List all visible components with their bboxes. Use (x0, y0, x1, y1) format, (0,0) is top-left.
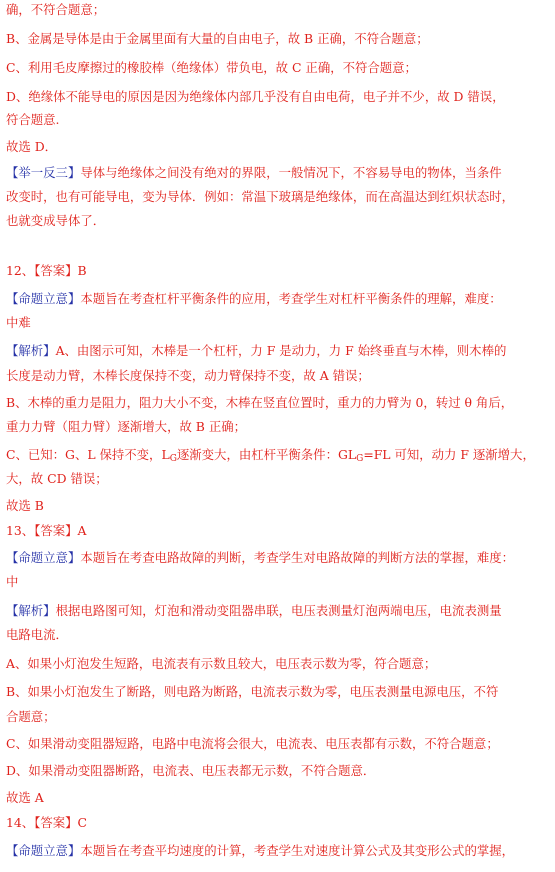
q13-option-a: A、如果小灯泡发生短路，电流表有示数且较大，电压表示数为零，符合题意； (6, 656, 437, 671)
q13-answer-line (6, 522, 545, 540)
q12-option-c-cont: 大，故 CD 错误； (6, 471, 108, 486)
q14-mtly-text: 本题旨在考查平均速度的计算，考查学生对速度计算公式及其变形公式的掌握， (80, 843, 515, 858)
q11-option-d: D、绝缘体不能导电的原因是因为绝缘体内部几乎没有自由电荷，电子并不少，故 D 错误， (6, 89, 505, 104)
q12-jx-line-2: 长度是动力臂，木棒长度保持不变，动力臂保持不变，故 A 错误； (6, 368, 370, 383)
q11-jyfs-line-3: 也就变成导体了． (6, 213, 106, 228)
q12-jx-tag: 【解析】 (6, 343, 56, 358)
q12-answer-tag: 【答案】 (34, 263, 78, 278)
q13-jx-tag: 【解析】 (6, 603, 56, 618)
q12-answer-line (6, 262, 545, 280)
q12-mtly-tag: 【命题立意】 (6, 291, 81, 306)
q13-option-b-cont: 合题意； (6, 709, 56, 724)
jyfs-tag: 【举一反三】 (6, 165, 81, 180)
q11-choose: 故选 D． (6, 139, 58, 154)
q13-option-b: B、如果小灯泡发生了断路，则电路为断路，电流表示数为零，电压表测量电源电压，不符 (6, 684, 499, 699)
q11-jyfs-line-2: 改变时，也有可能导电，变为导体．例如：常温下玻璃是绝缘体，而在高温达到红炽状态时， (6, 189, 515, 204)
q12-option-b: B、木棒的重力是阻力，阻力大小不变，木棒在竖直位置时，重力的力臂为 0，转过 θ 角后， (6, 395, 514, 410)
q14-number: 14、 (6, 815, 35, 830)
q12-jx-line (6, 342, 545, 360)
q11-option-b: B、金属是导体是由于金属里面有大量的自由电子，故 B 正确，不符合题意； (6, 31, 429, 46)
q12-option-c: C、已知：G、L 保持不变，$L_G$逐渐变大，由杠杆平衡条件：$GL_G=FL$ 可知，动力 F 逐渐增大， (6, 447, 535, 464)
q12-mtly-text: 本题旨在考查杠杆平衡条件的应用，考查学生对杠杆平衡条件的理解，难度： (80, 291, 502, 306)
q11-jyfs-line (6, 164, 545, 182)
q13-option-d: D、如果滑动变阻器断路，电流表、电压表都无示数，不符合题意． (6, 763, 376, 778)
q12-option-b-cont: 重力力臂（阻力臂）逐渐增大，故 B 正确； (6, 419, 247, 434)
q13-mtly-line (6, 549, 545, 567)
q12-mtly-line-2: 中难 (6, 315, 31, 330)
q14-mtly-line (6, 842, 545, 860)
q11-text-line: 确，不符合题意； (6, 2, 106, 17)
q13-number: 13、 (6, 523, 35, 538)
q11-option-c: C、利用毛皮摩擦过的橡胶棒（绝缘体）带负电，故 C 正确，不符合题意； (6, 60, 417, 75)
q12-jx-text: A、由图示可知，木棒是一个杠杆，力 F 是动力，力 F 始终垂直与木棒，则木棒的 (55, 343, 507, 358)
q12-answer: B (77, 263, 87, 278)
q13-jx-line-2: 电路电流． (6, 627, 68, 642)
q13-answer: A (77, 523, 87, 538)
q12-mtly-line (6, 290, 545, 308)
q13-choose: 故选 A (6, 790, 44, 805)
q14-answer: C (77, 815, 88, 830)
q11-option-d-cont: 符合题意. (6, 112, 60, 127)
q13-mtly-tag: 【命题立意】 (6, 550, 81, 565)
q12-choose: 故选 B (6, 498, 44, 513)
q13-mtly-text: 本题旨在考查电路故障的判断，考查学生对电路故障的判断方法的掌握，难度： (80, 550, 515, 565)
q13-jx-line (6, 602, 545, 620)
q14-answer-line (6, 814, 545, 832)
q13-option-c: C、如果滑动变阻器短路，电路中电流将会很大，电流表、电压表都有示数，不符合题意； (6, 736, 499, 751)
q14-mtly-tag: 【命题立意】 (6, 843, 81, 858)
q13-mtly-line-2: 中 (6, 574, 19, 589)
q13-jx-text: 根据电路图可知，灯泡和滑动变阻器串联，电压表测量灯泡两端电压，电流表测量 (55, 603, 502, 618)
q12-number: 12、 (6, 263, 35, 278)
jyfs-text: 导体与绝缘体之间没有绝对的界限，一般情况下，不容易导电的物体，当条件 (80, 165, 502, 180)
q14-answer-tag: 【答案】 (34, 815, 78, 830)
q13-answer-tag: 【答案】 (34, 523, 78, 538)
